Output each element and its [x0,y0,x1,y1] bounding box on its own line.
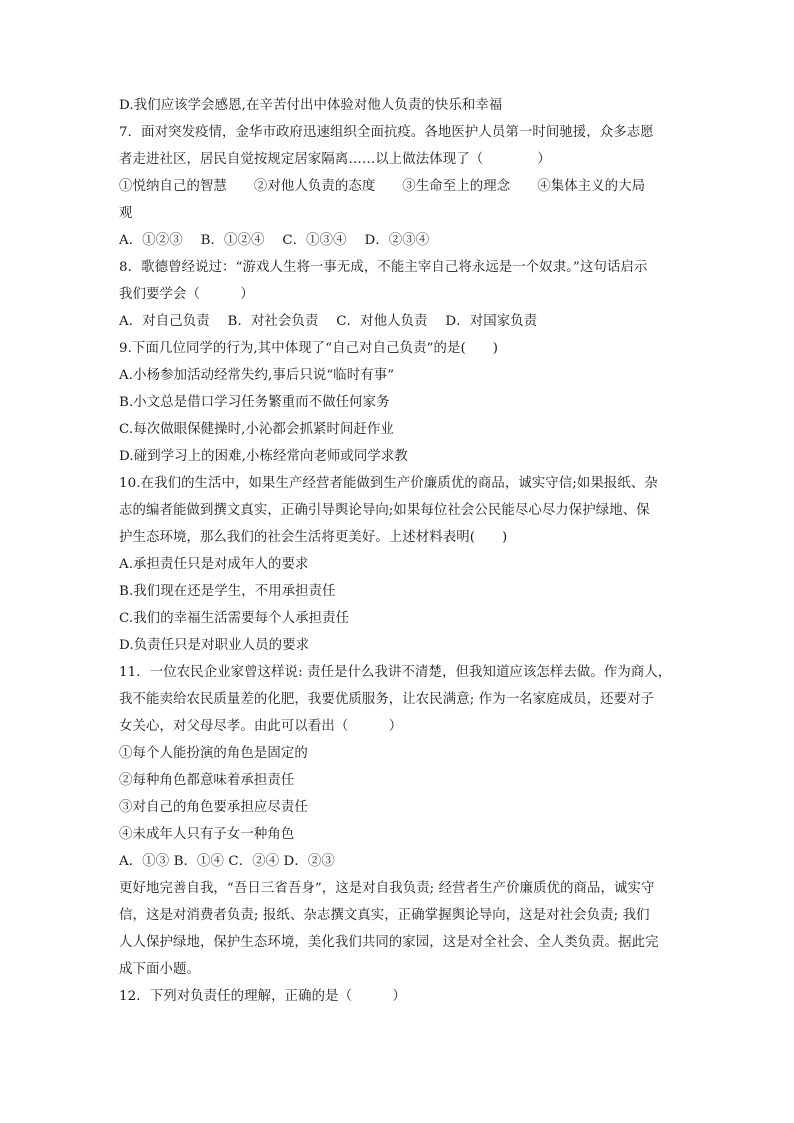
text-line: 8．歌德曾经说过：“游戏人生将一事无成，不能主宰自己将永远是一个奴隶。”这句话启示 [119,260,648,275]
text-line: 我们要学会（ ） [119,287,254,302]
text-line: 女关心，对父母尽孝。由此可以看出（ ） [119,719,403,734]
text-line: ①每个人能扮演的角色是固定的 [119,746,308,761]
text-line: A.承担责任只是对成年人的要求 [119,557,309,572]
text-line: D.碰到学习上的困难,小栋经常向老师或同学求教 [119,449,408,464]
text-line: A.小杨参加活动经常失约,事后只说“临时有事” [119,368,395,383]
text-line: A．对自己负责 B．对社会负责 C．对他人负责 D．对国家负责 [119,314,538,329]
text-line: 信，这是对消费者负责; 报纸、杂志撰文真实，正确掌握舆论导向，这是对社会负责; 我们 [119,908,650,923]
text-line: ③对自己的角色要承担应尽责任 [119,800,308,815]
text-line: D.我们应该学会感恩,在辛苦付出中体验对他人负责的快乐和幸福 [119,98,503,113]
text-line: B.我们现在还是学生，不用承担责任 [119,584,336,599]
text-line: C.我们的幸福生活需要每个人承担责任 [119,611,350,626]
text-line: A．①③ B．①④ C．②④ D．②③ [119,854,335,869]
text-line: 12．下列对负责任的理解，正确的是（ ） [119,989,407,1004]
text-line: A．①②③ B．①②④ C．①③④ D．②③④ [119,233,430,248]
text-line: ①悦纳自己的智慧 ②对他人负责的态度 ③生命至上的理念 ④集体主义的大局 [119,179,646,194]
text-line: 11．一位农民企业家曾这样说: 责任是什么我讲不清楚，但我知道应该怎样去做。作为商人， [119,665,672,680]
text-line: 10.在我们的生活中，如果生产经营者能做到生产价廉质优的商品，诚实守信;如果报纸、杂 [119,476,658,491]
text-line: 更好地完善自我，“吾日三省吾身”，这是对自我负责; 经营者生产价廉质优的商品，诚实守 [119,881,655,896]
text-line: ②每种角色都意味着承担责任 [119,773,295,788]
text-line: 7．面对突发疫情，金华市政府迅速组织全面抗疫。各地医护人员第一时间驰援，众多志愿 [119,125,654,140]
document-body [119,92,679,1010]
text-line: 护生态环境，那么我们的社会生活将更美好。上述材料表明( ) [119,530,508,545]
text-line: 9.下面几位同学的行为,其中体现了“自己对自己负责”的是( ) [119,341,499,356]
text-line: C.每次做眼保健操时,小沁都会抓紧时间赶作业 [119,422,394,437]
text-line: 人人保护绿地，保护生态环境，美化我们共同的家园，这是对全社会、全人类负责。据此完 [119,935,659,950]
text-line: 者走进社区，居民自觉按规定居家隔离……以上做法体现了（ ） [119,152,551,167]
text-line: ④未成年人只有子女一种角色 [119,827,295,842]
text-line: 志的编者能做到撰文真实，正确引导舆论导向;如果每位社会公民能尽心尽力保护绿地、保 [119,503,650,518]
text-line: 观 [119,206,133,221]
text-line: B.小文总是借口学习任务繁重而不做任何家务 [119,395,390,410]
text-line: 我不能卖给农民质量差的化肥，我要优质服务，让农民满意; 作为一名家庭成员，还要对子 [119,692,655,707]
text-line: 成下面小题。 [119,962,200,977]
text-line: D.负责任只是对职业人员的要求 [119,638,310,653]
